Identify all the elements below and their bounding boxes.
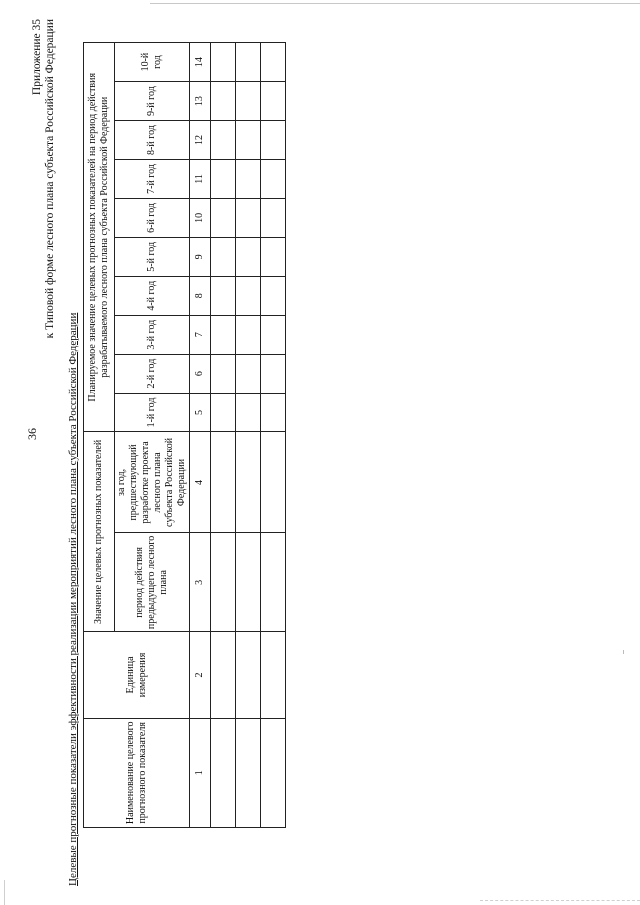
appendix-line-1: Приложение 35 (31, 19, 43, 96)
column-number: 13 (190, 82, 211, 121)
table-cell (211, 198, 236, 237)
table-cell (236, 432, 261, 533)
table-cell (261, 160, 286, 199)
header-year: 3-й год (115, 315, 190, 354)
table-cell (236, 718, 261, 827)
table-row (211, 43, 236, 828)
table-cell (261, 237, 286, 276)
header-values-group: Значение целевых прогнозных показателей (84, 432, 115, 632)
column-number: 11 (190, 160, 211, 199)
header-prev-year: за год, предшествующий разработке проекта лесного плана субъекта Российской Федерации (115, 432, 190, 533)
table-cell (261, 354, 286, 393)
table-cell (211, 533, 236, 632)
header-year: 6-й год (115, 198, 190, 237)
column-number: 5 (190, 393, 211, 432)
table-cell (261, 198, 286, 237)
table-cell (211, 82, 236, 121)
column-number-row (190, 43, 211, 828)
column-number: 4 (190, 432, 211, 533)
table-cell (211, 121, 236, 160)
appendix-line-2: к Типовой форме лесного плана субъекта Российской Федерации (44, 19, 57, 339)
table-cell (211, 315, 236, 354)
rotated-document-page (25, 15, 615, 890)
table-cell (236, 82, 261, 121)
column-number: 2 (190, 632, 211, 718)
table-cell (236, 198, 261, 237)
indicators-table (83, 42, 286, 828)
table-row (261, 43, 286, 828)
table-cell (236, 160, 261, 199)
table-cell (236, 121, 261, 160)
table-cell (261, 43, 286, 82)
scan-speck (623, 650, 624, 654)
column-number: 6 (190, 354, 211, 393)
column-number: 12 (190, 121, 211, 160)
table-cell (236, 237, 261, 276)
table-body (211, 43, 286, 828)
column-number: 10 (190, 198, 211, 237)
table-cell (236, 632, 261, 718)
scan-edge (4, 880, 5, 905)
table-cell (261, 121, 286, 160)
table-cell (261, 432, 286, 533)
column-number: 7 (190, 315, 211, 354)
column-number: 9 (190, 237, 211, 276)
header-planned-group: Планируемое значение целевых прогнозных показателей на период действия разрабатываемого лесного плана субъекта Российской Федерации (84, 43, 115, 432)
table-cell (211, 632, 236, 718)
header-year: 8-й год (115, 121, 190, 160)
header-year: 7-й год (115, 160, 190, 199)
document-title: Целевые прогнозные показатели эффективности реализации мероприятий лесного плана субъекта Российской Федерации (67, 312, 79, 886)
table-row (236, 43, 261, 828)
table-cell (261, 718, 286, 827)
header-year: 1-й год (115, 393, 190, 432)
table-cell (261, 393, 286, 432)
page-number: 36 (25, 428, 39, 440)
header-row-1 (84, 43, 115, 828)
header-year: 9-й год (115, 82, 190, 121)
table-cell (236, 315, 261, 354)
table-cell (261, 276, 286, 315)
scan-edge (150, 3, 640, 4)
column-number: 8 (190, 276, 211, 315)
table-cell (236, 533, 261, 632)
table-cell (261, 632, 286, 718)
table-cell (261, 82, 286, 121)
table-cell (261, 315, 286, 354)
table-cell (211, 432, 236, 533)
table-cell (211, 43, 236, 82)
table-cell (261, 533, 286, 632)
header-year: 2-й год (115, 354, 190, 393)
header-prev-period: период действия предыдущего лесного плана (115, 533, 190, 632)
table-cell (211, 354, 236, 393)
column-number: 14 (190, 43, 211, 82)
column-number: 1 (190, 718, 211, 827)
header-year: 5-й год (115, 237, 190, 276)
header-indicator-name: Наименование целевого прогнозного показателя (84, 718, 190, 827)
table-cell (211, 393, 236, 432)
header-year: 4-й год (115, 276, 190, 315)
header-year: 10-й год (115, 43, 190, 82)
table-cell (211, 276, 236, 315)
header-unit: Единица измерения (84, 632, 190, 718)
table-cell (211, 718, 236, 827)
table-cell (236, 354, 261, 393)
appendix-header (31, 19, 57, 338)
table-cell (236, 276, 261, 315)
table-cell (211, 237, 236, 276)
table-cell (236, 393, 261, 432)
column-number: 3 (190, 533, 211, 632)
scan-edge (480, 900, 640, 901)
table-cell (236, 43, 261, 82)
table-cell (211, 160, 236, 199)
